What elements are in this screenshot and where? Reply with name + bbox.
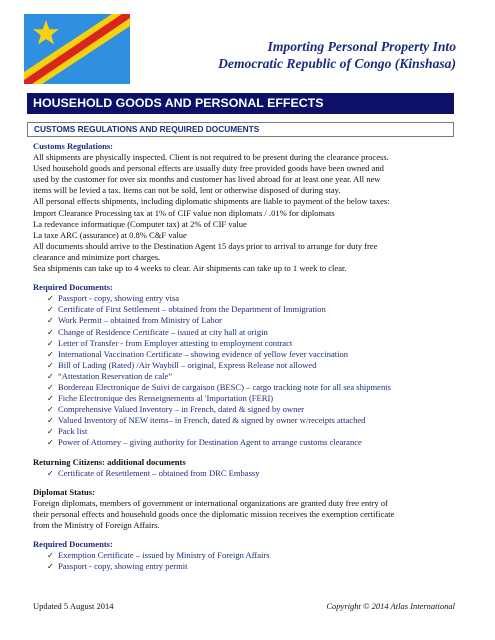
- list-item: [47, 304, 458, 315]
- checkmark-icon: ✓: [47, 394, 54, 404]
- list-item-label: Work Permit – obtained from Ministry of Labor: [58, 315, 222, 326]
- section-banner: HOUSEHOLD GOODS AND PERSONAL EFFECTS: [27, 93, 454, 114]
- text-line: All personal effects shipments, including diplomatic shipments are liable to payment of the below taxes:: [33, 196, 390, 207]
- list-item: [47, 349, 458, 360]
- list-item: [47, 561, 458, 572]
- list-item: [47, 315, 458, 326]
- list-item-label: Comprehensive Valued Inventory – in French, dated & signed by owner: [58, 404, 304, 415]
- checkmark-icon: ✓: [47, 349, 54, 359]
- returning-citizens-heading: Returning Citizens: additional documents: [33, 456, 186, 467]
- checkmark-icon: ✓: [47, 427, 54, 437]
- text-line: Foreign diplomats, members of government or international organizations are granted duty free entry of: [33, 497, 388, 508]
- required-documents-list: [33, 293, 458, 448]
- list-item: [47, 426, 458, 437]
- list-item-label: Certificate of Resettlement – obtained from DRC Embassy: [58, 467, 260, 478]
- list-item-label: Exemption Certificate – issued by Ministry of Foreign Affairs: [58, 550, 270, 561]
- customs-heading: Customs Regulations:: [33, 141, 114, 151]
- list-item-label: Passport - copy, showing entry permit: [58, 561, 188, 572]
- title-line-2: Democratic Republic of Congo (Kinshasa): [218, 56, 456, 71]
- text-line: La redevance informatique (Computer tax) at 2% of CIF value: [33, 218, 247, 229]
- checkmark-icon: ✓: [47, 468, 54, 478]
- list-item: [47, 338, 458, 349]
- list-item-label: Power of Attorney – giving authority for Destination Agent to arrange customs clearance: [58, 437, 362, 448]
- list-item: [47, 360, 458, 371]
- checkmark-icon: ✓: [47, 438, 54, 448]
- list-item: [47, 293, 458, 304]
- text-line: Used household goods and personal effects are usually duty free provided goods have been owned and: [33, 163, 384, 174]
- diplomat-status-heading: Diplomat Status:: [33, 486, 95, 497]
- subsection-banner: CUSTOMS REGULATIONS AND REQUIRED DOCUMENTS: [27, 122, 454, 137]
- text-line: items will be levied a tax. Items can not be sold, lent or otherwise disposed of during stay.: [33, 185, 341, 196]
- list-item-label: “Attestation Reservation de cale”: [58, 370, 173, 381]
- checkmark-icon: ✓: [47, 416, 54, 426]
- text-line: All documents should arrive to the Destination Agent 15 days prior to arrival to arrange for duty free: [33, 240, 378, 251]
- checkmark-icon: ✓: [47, 382, 54, 392]
- text-line: All shipments are physically inspected. Client is not required to be present during the clearance process.: [33, 152, 389, 163]
- checkmark-icon: ✓: [47, 405, 54, 415]
- text-line: Sea shipments can take up to 4 weeks to clear. Air shipments can take up to 1 week to clear.: [33, 263, 347, 274]
- checkmark-icon: ✓: [47, 551, 54, 561]
- checkmark-icon: ✓: [47, 327, 54, 337]
- diplomat-required-documents-heading: Required Documents:: [33, 539, 113, 550]
- text-line: Import Clearance Processing tax at 1% of CIF value non diplomats / .01% for diplomats: [33, 207, 335, 218]
- list-item: [47, 371, 458, 382]
- list-item-label: Letter of Transfer - from Employer attesting to employment contract: [58, 337, 293, 348]
- list-item: [47, 468, 458, 479]
- drc-flag-icon: [24, 14, 130, 84]
- text-line: from the Ministry of Foreign Affairs.: [33, 520, 160, 530]
- title-line-1: Importing Personal Property Into: [267, 39, 456, 54]
- checkmark-icon: ✓: [47, 305, 54, 315]
- list-item-label: International Vaccination Certificate – showing evidence of yellow fever vaccination: [58, 348, 349, 359]
- text-line: La taxe ARC (assurance) at 0.8% C&F value: [33, 229, 187, 240]
- text-line: used by the customer for over six months and customer has lived abroad for at least one year. All new: [33, 174, 381, 185]
- checkmark-icon: ✓: [47, 562, 54, 572]
- document-title: [140, 38, 456, 72]
- copyright-notice: Copyright © 2014 Atlas International: [326, 601, 455, 611]
- list-item: [47, 415, 458, 426]
- list-item: [47, 437, 458, 448]
- customs-paragraph: [33, 152, 458, 274]
- list-item-label: Pack list: [58, 426, 88, 437]
- checkmark-icon: ✓: [47, 316, 54, 326]
- list-item: [47, 404, 458, 415]
- text-line: their personal effects and household goods once the diplomatic mission receives the exemption certificate: [33, 508, 395, 519]
- updated-date: Updated 5 August 2014: [33, 601, 114, 611]
- returning-citizens-list: [33, 468, 458, 479]
- document-body: [33, 141, 458, 572]
- list-item: [47, 550, 458, 561]
- text-line: clearance and minimize port charges.: [33, 251, 161, 262]
- list-item-label: Valued Inventory of NEW items– in French, dated & signed by owner w/receipts attached: [58, 415, 366, 426]
- checkmark-icon: ✓: [47, 371, 54, 381]
- list-item-label: Passport - copy, showing entry visa: [58, 293, 179, 304]
- list-item: [47, 382, 458, 393]
- checkmark-icon: ✓: [47, 294, 54, 304]
- list-item-label: Change of Residence Certificate – issued at city hall at origin: [58, 326, 268, 337]
- list-item-label: Bordereau Electronique de Suivi de cargaison (BESC) – cargo tracking note for all sea shipments: [58, 381, 391, 392]
- list-item-label: Certificate of First Settlement – obtained from the Department of Immigration: [58, 304, 326, 315]
- list-item-label: Fiche Electronique des Renseignements al 'Importation (FERI): [58, 393, 274, 404]
- required-documents-heading: Required Documents:: [33, 282, 113, 293]
- list-item-label: Bill of Lading (Rated) /Air Waybill – original, Express Release not allowed: [58, 359, 317, 370]
- checkmark-icon: ✓: [47, 360, 54, 370]
- checkmark-icon: ✓: [47, 338, 54, 348]
- list-item: [47, 327, 458, 338]
- diplomat-required-documents-list: [33, 550, 458, 572]
- list-item: [47, 393, 458, 404]
